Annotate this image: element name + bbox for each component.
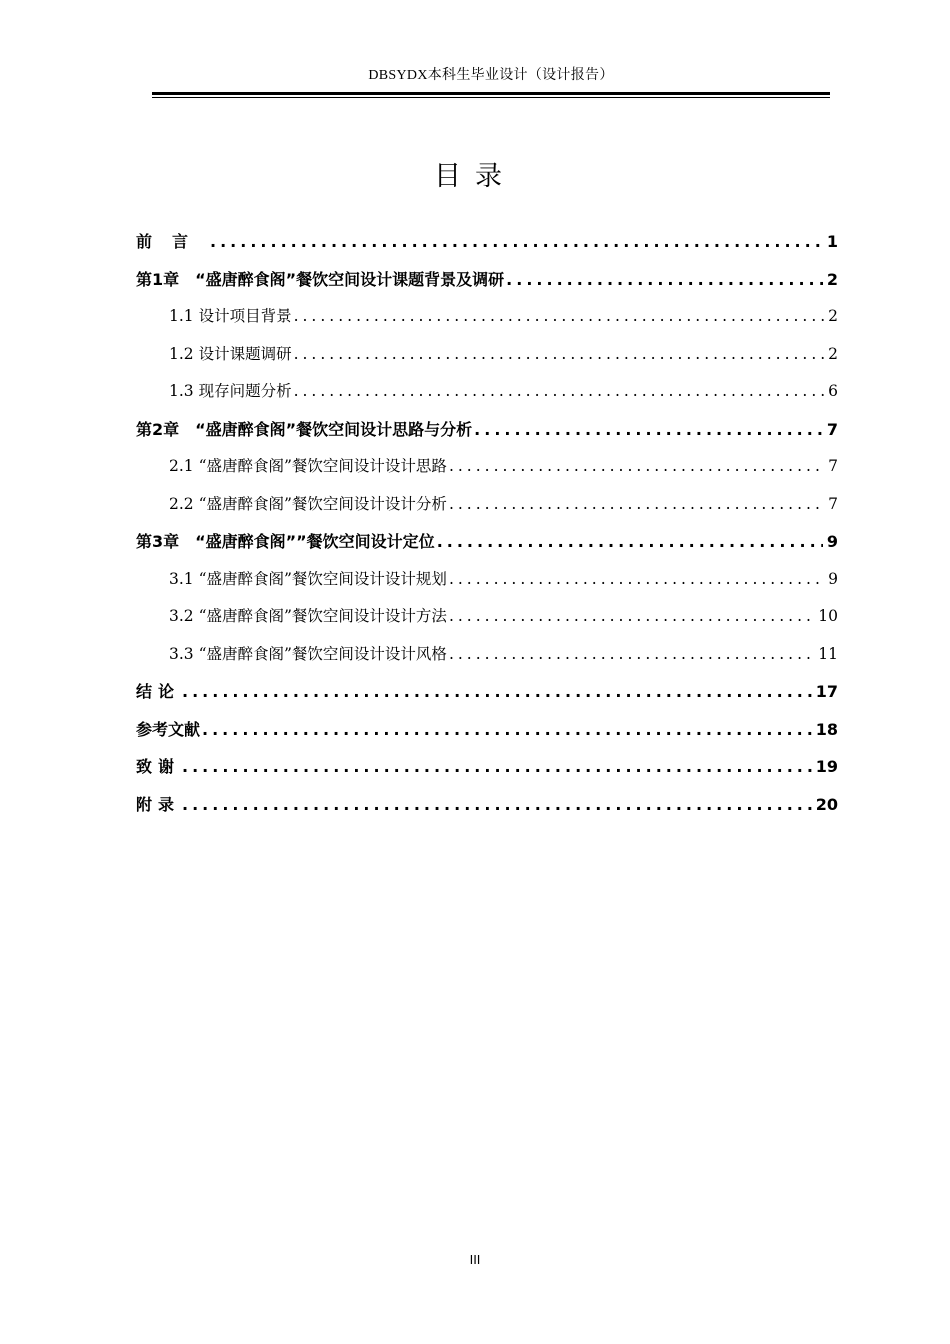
toc-entry-text: 3.3 “盛唐醉食阁”餐饮空间设计设计风格 xyxy=(169,644,447,663)
toc-dot-leader xyxy=(449,448,824,486)
toc-dot-leader xyxy=(449,598,814,636)
toc-page-number: 2 xyxy=(828,344,838,363)
toc-entry-text: 1.2 设计课题调研 xyxy=(169,344,292,363)
toc-entry-text: 2.1 “盛唐醉食阁”餐饮空间设计设计思路 xyxy=(169,457,447,475)
toc-dot-leader xyxy=(294,298,825,336)
header-rule-thick xyxy=(152,92,830,95)
toc-dot-leader xyxy=(449,486,824,524)
toc-dot-leader xyxy=(474,411,823,449)
toc-entry-acknowledgements[interactable] xyxy=(136,748,838,786)
toc-page-number: 20 xyxy=(815,794,838,814)
toc-entry-text: 3.2 “盛唐醉食阁”餐饮空间设计设计方法 xyxy=(169,607,447,625)
toc-dot-leader xyxy=(449,561,824,599)
toc-entry-section-3-2[interactable] xyxy=(136,598,838,636)
toc-page-number: 9 xyxy=(826,532,838,551)
toc-dot-leader xyxy=(210,223,823,261)
toc-page-number: 6 xyxy=(828,382,838,400)
toc-entry-preface[interactable] xyxy=(136,223,838,261)
toc-page-number: 7 xyxy=(828,494,838,513)
toc-entry-section-1-1[interactable] xyxy=(136,298,838,336)
toc-dot-leader xyxy=(182,748,812,786)
toc-entry-text: 1.3 现存问题分析 xyxy=(169,382,292,400)
toc-entry-text: 第2章 “盛唐醉食阁”餐饮空间设计思路与分析 xyxy=(136,419,473,439)
toc-page-number: 17 xyxy=(815,682,838,701)
toc-entry-conclusion[interactable] xyxy=(136,673,838,711)
toc-entry-text: 前言 xyxy=(136,232,209,251)
page-number: III xyxy=(469,1252,481,1267)
toc-entry-chapter-2[interactable] xyxy=(136,411,838,449)
toc-page-number: 2 xyxy=(828,307,838,325)
toc-page-number: 7 xyxy=(828,457,838,475)
toc-entry-chapter-3[interactable] xyxy=(136,523,838,561)
toc-title: 目录 xyxy=(434,161,516,193)
toc-dot-leader xyxy=(182,786,812,824)
toc-page-number: 10 xyxy=(818,607,838,625)
toc-page-number: 2 xyxy=(826,269,838,289)
toc-entry-text: 2.2 “盛唐醉食阁”餐饮空间设计设计分析 xyxy=(169,494,447,513)
toc-entry-text: 第3章 “盛唐醉食阁””餐饮空间设计定位 xyxy=(136,532,435,551)
toc-dot-leader xyxy=(294,373,825,411)
toc-page-number: 7 xyxy=(826,419,838,439)
header-rule-thin xyxy=(152,97,830,98)
toc-entry-section-2-2[interactable] xyxy=(136,486,838,524)
toc-entry-text: 3.1 “盛唐醉食阁”餐饮空间设计设计规划 xyxy=(169,569,447,588)
toc-entry-text: 1.1 设计项目背景 xyxy=(169,307,292,325)
toc-dot-leader xyxy=(437,523,823,561)
toc-page-number: 11 xyxy=(818,644,838,663)
toc-entry-text: 参考文献 xyxy=(136,719,201,739)
toc-entry-references[interactable] xyxy=(136,711,838,749)
toc-entry-section-1-3[interactable] xyxy=(136,373,838,411)
toc-entry-section-3-3[interactable] xyxy=(136,636,838,674)
toc-entry-section-1-2[interactable] xyxy=(136,336,838,374)
toc-dot-leader xyxy=(449,636,814,674)
toc-dot-leader xyxy=(182,673,812,711)
toc-entry-text: 结论 xyxy=(136,682,181,701)
toc-page-number: 19 xyxy=(815,757,838,776)
toc-dot-leader xyxy=(202,711,812,749)
toc-entry-chapter-1[interactable] xyxy=(136,261,838,299)
toc-dot-leader xyxy=(506,261,823,299)
toc-page-number: 1 xyxy=(826,232,838,251)
running-header: DBSYDX本科生毕业设计（设计报告） xyxy=(368,68,614,83)
toc-entry-text: 致谢 xyxy=(136,757,181,776)
toc-page-number: 9 xyxy=(828,569,838,588)
toc-page-number: 18 xyxy=(815,719,838,739)
table-of-contents xyxy=(136,223,838,823)
toc-entry-section-2-1[interactable] xyxy=(136,448,838,486)
toc-entry-appendix[interactable] xyxy=(136,786,838,824)
toc-dot-leader xyxy=(294,336,825,374)
toc-entry-text: 附录 xyxy=(136,794,181,814)
toc-entry-text: 第1章 “盛唐醉食阁”餐饮空间设计课题背景及调研 xyxy=(136,269,505,289)
toc-entry-section-3-1[interactable] xyxy=(136,561,838,599)
